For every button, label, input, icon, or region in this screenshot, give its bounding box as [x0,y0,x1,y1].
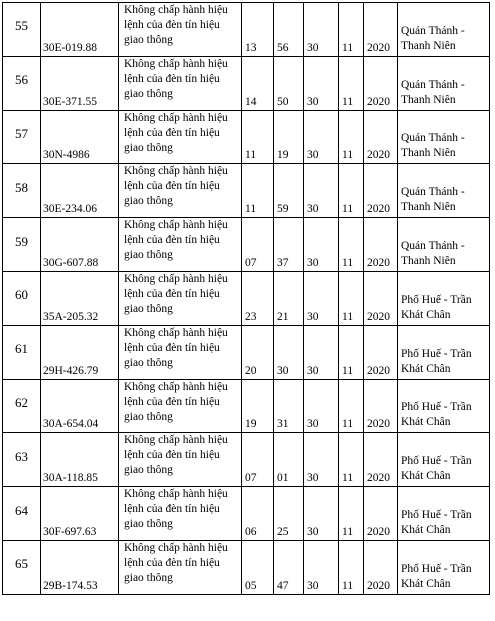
hour-cell: 14 [242,56,274,110]
location-line-2: Thanh Niên [401,39,456,52]
table-row [3,271,490,325]
month-cell: 11 [339,325,364,379]
location-cell [398,164,490,218]
violation-text-line-2: lệnh của đèn tín hiệu [124,19,220,31]
month-cell: 11 [339,271,364,325]
location-line-1: Quán Thánh - [401,186,465,199]
violation-cell [119,3,242,57]
violation-cell [119,325,242,379]
hour-cell: 13 [242,3,274,57]
violation-text-line-3: giao thông [124,34,173,46]
violation-text-line-1: Không chấp hành hiệu [124,219,228,232]
year-cell: 2020 [364,325,398,379]
row-number-cell [3,325,41,379]
location-line-2: Khát Chân [401,577,451,590]
hour-cell: 11 [242,164,274,218]
violation-text-line-1: Không chấp hành hiệu [124,165,228,178]
row-number: 57 [15,125,28,141]
table-row [3,56,490,110]
month-cell: 11 [339,218,364,272]
table-row [3,218,490,272]
location-line-2: Thanh Niên [401,201,456,214]
table-row [3,3,490,57]
license-plate: 30E-234.06 [41,164,119,218]
location-cell [398,271,490,325]
violation-cell [119,164,242,218]
row-number-cell [3,379,41,433]
violation-text-line-2: lệnh của đèn tín hiệu [124,234,220,247]
row-number: 56 [15,72,28,88]
location-line-1: Quán Thánh - [401,239,465,252]
row-number: 62 [15,394,28,410]
violation-text-line-2: lệnh của đèn tín hiệu [124,180,220,193]
minute-cell: 01 [274,433,304,487]
location-line-1: Phố Huế - Trần [401,562,472,575]
violation-text-line-3: giao thông [124,464,173,477]
table-body [3,3,490,595]
location-cell [398,487,490,541]
row-number-cell [3,487,41,541]
month-cell: 11 [339,487,364,541]
violation-text-line-1: Không chấp hành hiệu [124,434,228,447]
violation-text-line-1: Không chấp hành hiệu [124,4,228,16]
location-line-1: Phố Huế - Trần [401,347,472,360]
table-row [3,325,490,379]
violation-text-line-3: giao thông [124,571,173,584]
row-number: 58 [15,179,28,195]
violation-text-line-2: lệnh của đèn tín hiệu [124,503,220,516]
row-number-cell [3,3,41,57]
hour-cell: 06 [242,487,274,541]
location-line-2: Khát Chân [401,416,451,429]
month-cell: 11 [339,540,364,594]
year-cell: 2020 [364,218,398,272]
minute-cell: 25 [274,487,304,541]
table-row [3,433,490,487]
year-cell: 2020 [364,56,398,110]
license-plate: 29B-174.53 [41,540,119,594]
day-cell: 30 [304,218,339,272]
violation-cell [119,433,242,487]
violation-text-line-2: lệnh của đèn tín hiệu [124,287,220,300]
minute-cell: 47 [274,540,304,594]
violation-cell [119,540,242,594]
row-number: 55 [15,18,28,34]
minute-cell: 50 [274,56,304,110]
month-cell: 11 [339,56,364,110]
hour-cell: 07 [242,433,274,487]
violation-text-line-2: lệnh của đèn tín hiệu [124,395,220,408]
row-number-cell [3,110,41,164]
row-number-cell [3,164,41,218]
day-cell: 30 [304,487,339,541]
day-cell: 30 [304,325,339,379]
month-cell: 11 [339,164,364,218]
year-cell: 2020 [364,3,398,57]
location-cell [398,3,490,57]
row-number: 59 [15,233,28,249]
location-line-2: Khát Chân [401,308,451,321]
minute-cell: 21 [274,271,304,325]
day-cell: 30 [304,56,339,110]
hour-cell: 05 [242,540,274,594]
minute-cell: 30 [274,325,304,379]
year-cell: 2020 [364,487,398,541]
location-line-2: Thanh Niên [401,254,456,267]
row-number-cell [3,540,41,594]
location-cell [398,379,490,433]
location-line-2: Khát Chân [401,362,451,375]
day-cell: 30 [304,3,339,57]
license-plate: 30A-118.85 [41,433,119,487]
row-number-cell [3,218,41,272]
violation-cell [119,271,242,325]
hour-cell: 07 [242,218,274,272]
license-plate: 30A-654.04 [41,379,119,433]
table-row [3,110,490,164]
year-cell: 2020 [364,110,398,164]
location-line-1: Phố Huế - Trần [401,293,472,306]
row-number: 60 [15,287,28,303]
hour-cell: 19 [242,379,274,433]
violation-text-line-3: giao thông [124,356,173,369]
location-line-1: Phố Huế - Trần [401,508,472,521]
location-line-2: Khát Chân [401,470,451,483]
row-number: 61 [15,341,28,357]
violation-text-line-1: Không chấp hành hiệu [124,111,228,124]
row-number: 64 [15,502,28,518]
location-line-1: Quán Thánh - [401,78,465,91]
violation-cell [119,56,242,110]
row-number-cell [3,56,41,110]
location-cell [398,218,490,272]
hour-cell: 20 [242,325,274,379]
day-cell: 30 [304,164,339,218]
row-number: 63 [15,448,28,464]
month-cell: 11 [339,379,364,433]
violation-text-line-2: lệnh của đèn tín hiệu [124,126,220,139]
location-line-1: Phố Huế - Trần [401,401,472,414]
location-cell [398,56,490,110]
violation-table [2,2,490,595]
violation-text-line-1: Không chấp hành hiệu [124,541,228,554]
table-row [3,379,490,433]
violation-text-line-3: giao thông [124,410,173,423]
hour-cell: 11 [242,110,274,164]
license-plate: 35A-205.32 [41,271,119,325]
license-plate: 30E-019.88 [41,3,119,57]
violation-cell [119,487,242,541]
location-line-1: Quán Thánh - [401,132,465,145]
day-cell: 30 [304,540,339,594]
day-cell: 30 [304,110,339,164]
violation-text-line-2: lệnh của đèn tín hiệu [124,449,220,462]
minute-cell: 31 [274,379,304,433]
month-cell: 11 [339,433,364,487]
day-cell: 30 [304,379,339,433]
year-cell: 2020 [364,164,398,218]
row-number-cell [3,271,41,325]
table-row [3,540,490,594]
location-cell [398,325,490,379]
location-cell [398,540,490,594]
violation-text-line-3: giao thông [124,518,173,531]
violation-text-line-1: Không chấp hành hiệu [124,57,228,70]
year-cell: 2020 [364,271,398,325]
month-cell: 11 [339,3,364,57]
minute-cell: 56 [274,3,304,57]
violation-cell [119,110,242,164]
hour-cell: 23 [242,271,274,325]
day-cell: 30 [304,433,339,487]
license-plate: 30F-697.63 [41,487,119,541]
location-line-2: Thanh Niên [401,93,456,106]
violation-text-line-3: giao thông [124,141,173,154]
violation-text-line-3: giao thông [124,87,173,100]
violation-text-line-3: giao thông [124,195,173,208]
location-line-1: Quán Thánh - [401,24,465,37]
violation-text-line-1: Không chấp hành hiệu [124,380,228,393]
violation-text-line-2: lệnh của đèn tín hiệu [124,72,220,85]
row-number: 65 [15,556,28,572]
minute-cell: 59 [274,164,304,218]
license-plate: 30E-371.55 [41,56,119,110]
violation-text-line-1: Không chấp hành hiệu [124,488,228,501]
violation-cell [119,218,242,272]
minute-cell: 19 [274,110,304,164]
table-row [3,487,490,541]
location-line-1: Phố Huế - Trần [401,455,472,468]
location-line-2: Thanh Niên [401,147,456,160]
violation-text-line-3: giao thông [124,302,173,315]
table-row [3,164,490,218]
violation-text-line-2: lệnh của đèn tín hiệu [124,556,220,569]
violation-text-line-1: Không chấp hành hiệu [124,272,228,285]
day-cell: 30 [304,271,339,325]
license-plate: 29H-426.79 [41,325,119,379]
year-cell: 2020 [364,540,398,594]
year-cell: 2020 [364,379,398,433]
violation-text-line-1: Không chấp hành hiệu [124,326,228,339]
row-number-cell [3,433,41,487]
location-cell [398,433,490,487]
license-plate: 30N-4986 [41,110,119,164]
month-cell: 11 [339,110,364,164]
location-line-2: Khát Chân [401,523,451,536]
year-cell: 2020 [364,433,398,487]
license-plate: 30G-607.88 [41,218,119,272]
location-cell [398,110,490,164]
violation-text-line-2: lệnh của đèn tín hiệu [124,341,220,354]
violation-text-line-3: giao thông [124,249,173,262]
violation-cell [119,379,242,433]
minute-cell: 37 [274,218,304,272]
